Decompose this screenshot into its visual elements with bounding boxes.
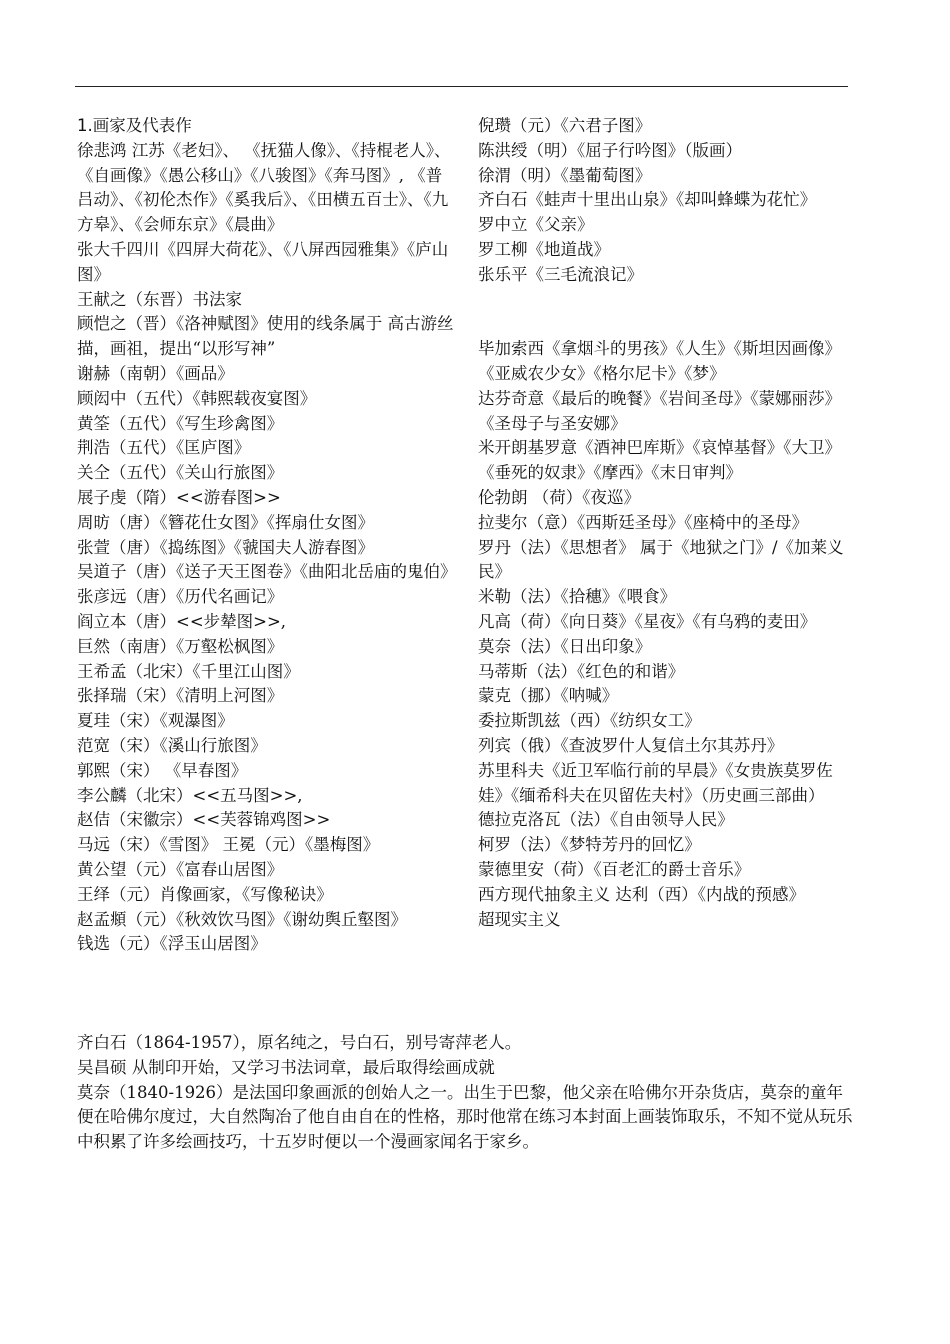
text-line: 谢赫（南朝）《画品》 [77,363,234,383]
text-line: 蒙克（挪）《呐喊》 [478,686,619,706]
text-line: 钱选（元）《浮玉山居图》 [77,934,267,954]
text-line: 齐白石《蛙声十里出山泉》《却叫蜂蝶为花忙》 [478,190,817,210]
text-line: 莫奈（法）《日出印象》 [478,636,652,656]
text-line: 王献之（东晋）书法家 [77,289,242,309]
text-line: 蒙德里安（荷）《百老汇的爵士音乐》 [478,859,751,879]
text-line: 吴道子（唐）《送子天王图卷》《曲阳北岳庙的鬼伯》 [77,562,457,582]
text-line: 黄公望（元）《富春山居图》 [77,859,284,879]
text-line: 张大千四川《四屏大荷花》、《八屏西园雅集》《庐山图》 [77,239,449,284]
text-line: 罗中立《父亲》 [478,215,594,235]
text-line: 罗丹（法）《思想者》 属于《地狱之门》/《加莱义民》 [478,537,844,582]
text-line: 柯罗（法）《梦特芳丹的回忆》 [478,835,701,855]
text-line: 徐渭（明）《墨葡萄图》 [478,165,652,185]
text-line: 阎立本（唐）<<步辇图>>, [77,611,287,631]
bottom-notes [77,1031,857,1155]
text-line: 关仝（五代）《关山行旅图》 [77,463,284,483]
text-line: 凡高（荷）《向日葵》《星夜》《有乌鸦的麦田》 [478,611,817,631]
text-line: 陈洪绶（明）《屈子行吟图》（版画） [478,140,742,160]
text-line: 马蒂斯（法）《红色的和谐》 [478,661,685,681]
text-line: 黄筌（五代）《写生珍禽图》 [77,413,284,433]
text-line: 拉斐尔（意）《西斯廷圣母》《座椅中的圣母》 [478,512,808,532]
left-column [77,114,457,957]
text-line: 达芬奇意《最后的晚餐》《岩间圣母》《蒙娜丽莎》《圣母子与圣安娜》 [478,388,841,433]
text-line: 张乐平《三毛流浪记》 [478,264,643,284]
text-line: 巨然（南唐）《万壑松枫图》 [77,636,284,656]
text-line: 郭熙（宋） 《早春图》 [77,760,248,780]
text-line: 苏里科夫《近卫军临行前的早晨》《女贵族莫罗佐娃》《缅希科夫在贝留佐夫村》（历史画三部曲） [478,760,833,805]
text-line: 赵佶（宋徽宗）<<芙蓉锦鸡图>> [77,810,331,830]
top-rule [75,86,848,87]
text-line: 米开朗基罗意《酒神巴库斯》《哀悼基督》《大卫》《垂死的奴隶》《摩西》《末日审判》 [478,438,841,483]
text-line: 德拉克洛瓦（法）《自由领导人民》 [478,810,734,830]
text-paragraph: 莫奈（1840-1926）是法国印象画派的创始人之一。出生于巴黎，他父亲在哈佛尔开杂货店，莫奈的童年便在哈佛尔度过，大自然陶冶了他自由自在的性格，那时他常在练习本封面上画装饰取乐，不知不觉从玩乐中积累了许多绘画技巧，十五岁时便以一个漫画家闻名于家乡。 [77,1082,853,1152]
text-line: 倪瓒（元）《六君子图》 [478,116,652,135]
text-line: 赵孟頫（元）《秋效饮马图》《谢幼舆丘壑图》 [77,909,407,929]
text-line: 马远（宋）《雪图》 王冕（元）《墨梅图》 [77,835,380,855]
text-line: 毕加索西《拿烟斗的男孩》《人生》《斯坦因画像》 《亚威农少女》《格尔尼卡》《梦》 [478,339,841,383]
section-heading: 1.画家及代表作 [77,116,192,135]
text-line: 展子虔（隋）<<游春图>> [77,487,281,507]
text-line: 西方现代抽象主义 达利（西）《内战的预感》 [478,884,805,904]
text-line: 李公麟（北宋）<<五马图>>, [77,785,303,805]
text-line: 王希孟（北宋）《千里江山图》 [77,661,300,681]
spacer [478,288,854,338]
text-line: 委拉斯凯兹（西）《纺织女工》 [478,711,701,731]
text-line: 徐悲鸿 江苏《老妇》、 《抚猫人像》、《持棍老人》、《自画像》《愚公移山》《八骏图》《奔马图》, 《普吕动》、《初伦杰作》《奚我后》、《田横五百士》、《九方皋》、《会师东京》《晨曲》 [77,140,451,235]
text-line: 吴昌硕 从制印开始，又学习书法词章，最后取得绘画成就 [77,1057,495,1077]
text-line: 超现实主义 [478,909,561,929]
text-line: 伦勃朗 （荷）《夜巡》 [478,487,640,507]
text-line: 张萱（唐）《捣练图》《虢国夫人游春图》 [77,537,374,557]
text-line: 顾恺之（晋）《洛神赋图》使用的线条属于 高古游丝描，画祖，提出“以形写神” [77,314,454,359]
text-line: 夏珪（宋）《观瀑图》 [77,711,234,731]
text-line: 张彦远（唐）《历代名画记》 [77,587,284,607]
text-line: 张择瑞（宋）《清明上河图》 [77,686,284,706]
text-line: 王绎（元）肖像画家，《写像秘诀》 [77,884,333,904]
text-line: 列宾（俄）《查波罗什人复信土尔其苏丹》 [478,735,784,755]
text-line: 米勒（法）《拾穗》《喂食》 [478,587,676,607]
right-column [478,114,854,932]
text-line: 周昉（唐）《簪花仕女图》《挥扇仕女图》 [77,512,374,532]
text-line: 范宽（宋）《溪山行旅图》 [77,735,267,755]
text-line: 罗工柳《地道战》 [478,239,610,259]
text-line: 荆浩（五代）《匡庐图》 [77,438,251,458]
text-line: 齐白石（1864-1957），原名纯之，号白石，别号寄萍老人。 [77,1033,522,1052]
text-line: 顾闳中（五代）《韩熙载夜宴图》 [77,388,317,408]
